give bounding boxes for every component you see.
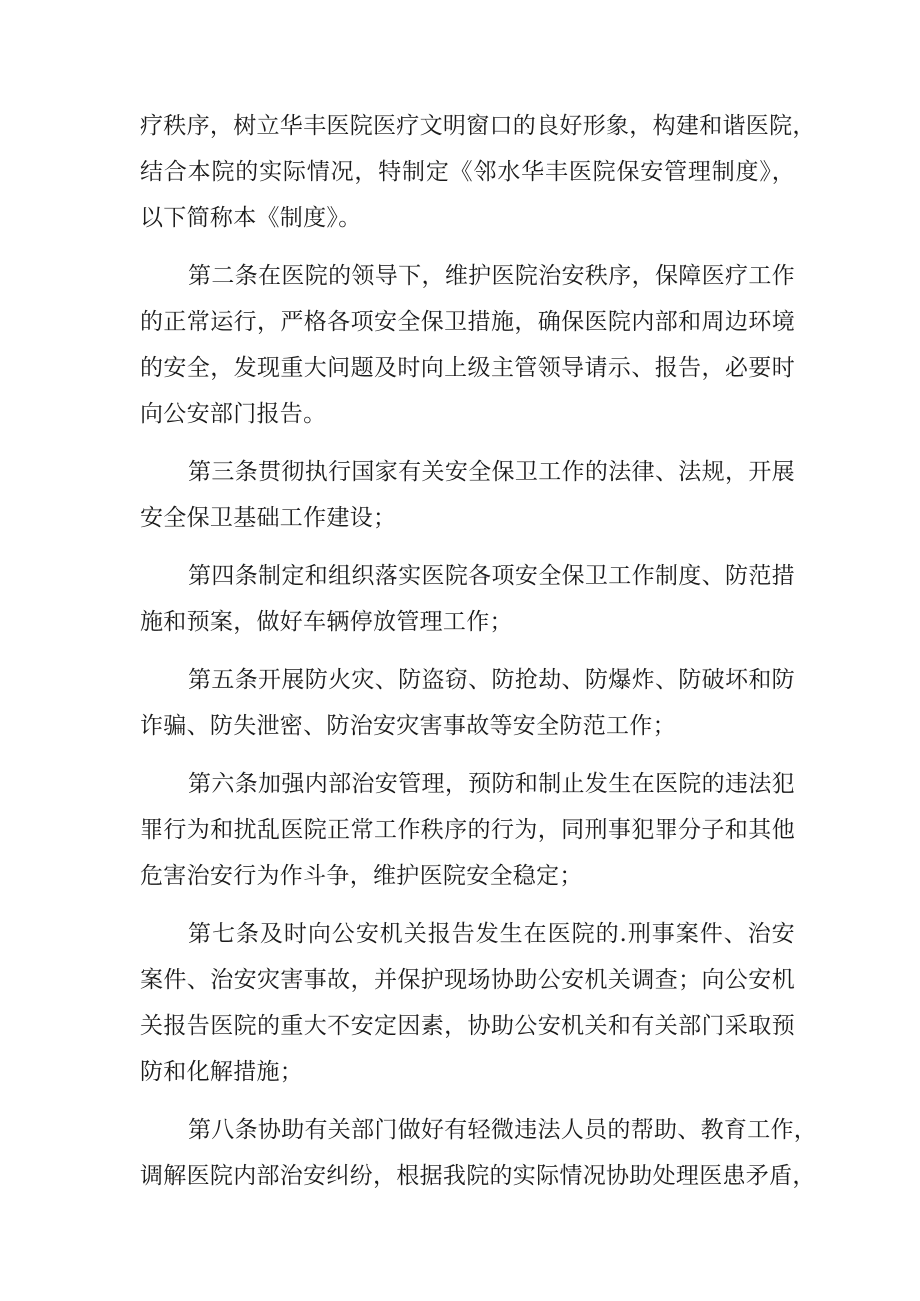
text-line: 疗秩序，树立华丰医院医疗文明窗口的良好形象，构建和谐医院，	[140, 113, 816, 139]
text-line: 防和化解措施；	[140, 1059, 304, 1085]
article-4-first-line: 第四条制定和组织落实医院各项安全保卫工作制度、防范措	[188, 563, 795, 589]
text-line: 安全保卫基础工作建设；	[140, 505, 397, 531]
text-line: 罪行为和扰乱医院正常工作秩序的行为，同刑事犯罪分子和其他	[140, 817, 795, 843]
text-line: 结合本院的实际情况，特制定《邻水华丰医院保安管理制度》，	[140, 159, 795, 185]
text-line: 案件、治安灾害事故，并保护现场协助公安机关调查；向公安机	[140, 967, 795, 993]
article-3-first-line: 第三条贯彻执行国家有关安全保卫工作的法律、法规，开展	[188, 459, 795, 485]
text-line: 以下简称本《制度》。	[140, 205, 362, 231]
document-body	[140, 103, 818, 1199]
article-8-first-line: 第八条协助有关部门做好有轻微违法人员的帮助、教育工作，	[188, 1117, 818, 1143]
text-line: 向公安部门报告。	[140, 401, 327, 427]
article-2-first-line: 第二条在医院的领导下，维护医院治安秩序，保障医疗工作	[188, 263, 795, 289]
text-line: 关报告医院的重大不安定因素，协助公安机关和有关部门采取预	[140, 1013, 795, 1039]
text-line: 调解医院内部治安纠纷，根据我院的实际情况协助处理医患矛盾，	[140, 1163, 816, 1189]
text-line: 诈骗、防失泄密、防治安灾害事故等安全防范工作；	[140, 713, 676, 739]
article-6-first-line: 第六条加强内部治安管理，预防和制止发生在医院的违法犯	[188, 771, 795, 797]
text-line: 的正常运行，严格各项安全保卫措施，确保医院内部和周边环境	[140, 309, 795, 335]
article-5-first-line: 第五条开展防火灾、防盗窃、防抢劫、防爆炸、防破坏和防	[188, 667, 795, 693]
text-line: 的安全，发现重大问题及时向上级主管领导请示、报告，必要时	[140, 355, 795, 381]
text-line: 危害治安行为作斗争，维护医院安全稳定；	[140, 863, 583, 889]
text-line: 施和预案，做好车辆停放管理工作；	[140, 609, 513, 635]
article-7-first-line: 第七条及时向公安机关报告发生在医院的.刑事案件、治安	[188, 921, 795, 947]
